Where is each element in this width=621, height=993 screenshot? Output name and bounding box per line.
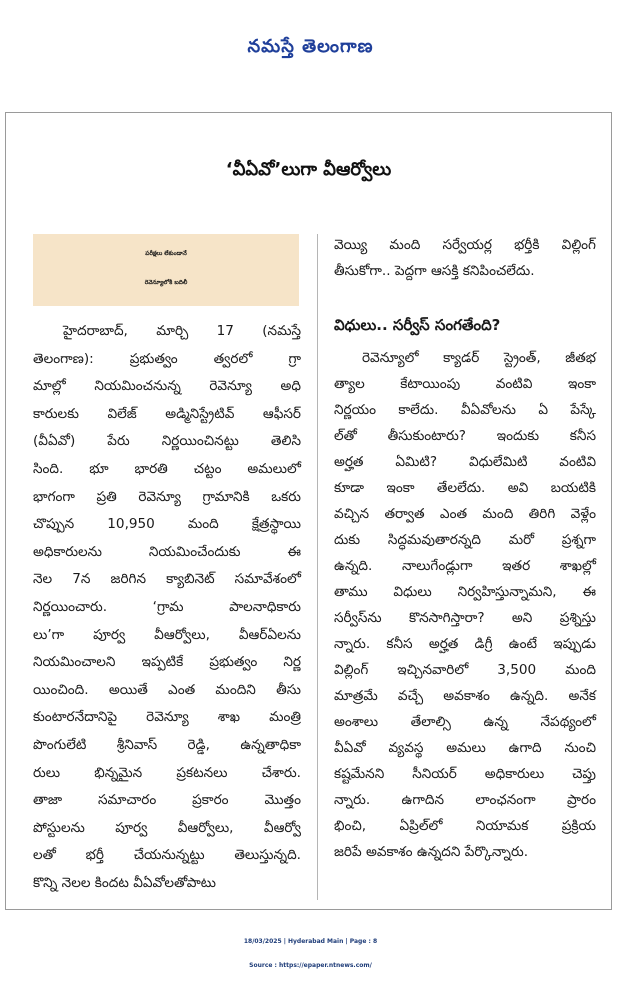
article-text-line: పొంగులేటి శ్రీనివాస్ రెడ్డి, ఉన్నతాధికా — [33, 736, 301, 753]
article-text-line: నెల 7న జరిగిన క్యాబినెట్ సమావేశంలో — [33, 571, 301, 588]
article-text-line: సర్వీస్‌ను కొనసాగిస్తారా? అని ప్రశ్నిస్తు — [334, 610, 596, 626]
article-text-line: న్నారు. కనీస అర్హత డిగ్రీ ఉంటే ఇప్పుడు — [334, 636, 596, 652]
article-column-left — [33, 318, 301, 897]
article-text-line: (వీఏవో) పేరు నిర్ణయించినట్టు తెలిసి — [33, 433, 301, 450]
article-text-line: భించి, ఏప్రిల్‌లో నియామక ప్రక్రియ — [334, 818, 596, 834]
article-text-line: అంశాలు తేలాల్సి ఉన్న నేపథ్యంలో — [334, 714, 596, 730]
kicker-box — [33, 234, 299, 306]
article-text-line: నిర్ణయించారు. ‘గ్రామ పాలనాధికారు — [33, 598, 301, 615]
section-subheading: విధులు.. సర్వీస్ సంగతేంది? — [334, 316, 501, 334]
article-text-line: లు’గా పూర్వ వీఆర్వోలు, వీఆర్ఏలను — [33, 626, 301, 643]
article-text-line: వచ్చిన తర్వాత ఎంత మంది తిరిగి వెళ్లేం — [334, 506, 596, 522]
article-text-line: అర్హత ఏమిటి? విధులేమిటి వంటివి — [334, 454, 596, 470]
article-text-line: కుంటారనేదానిపై రెవెన్యూ శాఖ మంత్రి — [33, 709, 301, 726]
article-text-line: త్యాల కేటాయింపు వంటివి ఇంకా — [334, 376, 596, 392]
article-text-line: భాగంగా ప్రతి రెవెన్యూ గ్రామానికి ఒకరు — [33, 488, 301, 505]
column-divider — [317, 234, 318, 900]
article-text-line: హైదరాబాద్, మార్చి 17 (నమస్తే — [63, 323, 301, 339]
article-text-line: మాల్లో నియమించనున్న రెవెన్యూ అధి — [33, 378, 301, 395]
article-text-line: ఉన్నది. నాలుగేండ్లుగా ఇతర శాఖల్లో — [334, 558, 596, 574]
article-text-line: అధికారులను నియమించేందుకు ఈ — [33, 543, 301, 560]
article-text-line: నిర్ణయం కాలేదు. వీఏవోలను ఏ పేస్కే — [334, 402, 596, 418]
article-text-line: కారులకు విలేజ్ అడ్మినిస్ట్రేటివ్ ఆఫీసర్ — [33, 405, 301, 422]
article-text-line: తీసుకోగా.. పెద్దగా ఆసక్తి కనిపించలేదు. — [334, 262, 535, 279]
article-text-line: కొన్ని నెలల కిందట వీఏవోలతోపాటు — [33, 874, 216, 891]
article-text-line: విల్లింగ్ ఇచ్చినవారిలో 3,500 మంది — [334, 662, 596, 678]
article-text-line: మాత్రమే వచ్చే అవకాశం ఉన్నది. అనేక — [334, 688, 596, 704]
article-text-line: నియమించాలని ఇప్పటికే ప్రభుత్వం నిర్ణ — [33, 654, 301, 671]
masthead-logo: నమస్తే తెలంగాణ — [247, 36, 374, 57]
article-text-line: తాము విధులు నిర్వహిస్తున్నామని, ఈ — [334, 584, 596, 600]
article-text-line: వీఏవో వ్యవస్థ అమలు ఉగాది నుంచి — [334, 740, 596, 756]
article-text-line: దుకు సిద్ధమవుతారన్నది మరో ప్రశ్నగా — [334, 532, 596, 548]
article-text-line: సింది. భూ భారతి చట్టం అమలులో — [33, 460, 301, 477]
article-column-right-bottom — [334, 345, 596, 865]
article-text-line: తాజా సమాచారం ప్రకారం మొత్తం — [33, 792, 301, 809]
article-headline: ‘వీఏవో’లుగా వీఆర్వోలు — [225, 159, 392, 180]
article-text-line: చొప్పున 10,950 మంది క్షేత్రస్థాయి — [33, 516, 301, 533]
footer-date-edition: 18/03/2025 | Hyderabad Main | Page : 8 — [243, 938, 378, 945]
article-text-line: తెలంగాణ): ప్రభుత్వం త్వరలో గ్రా — [33, 350, 301, 367]
article-text-line: న్నారు. ఉగాదిన లాంఛనంగా ప్రారం — [334, 792, 596, 808]
kicker-line: రెవెన్యూలోకి బదిలీ — [144, 280, 188, 286]
article-text-line: జరిపే అవకాశం ఉన్నదని పేర్కొన్నారు. — [334, 844, 529, 860]
article-text-line: లతో భర్తీ చేయనున్నట్టు తెలుస్తున్నది. — [33, 847, 301, 864]
article-text-line: యించింది. అయితే ఎంత మందిని తీసు — [33, 681, 301, 698]
article-text-line: రులు భిన్నమైన ప్రకటనలు చేశారు. — [33, 764, 301, 781]
article-text-line: కష్టమేనని సీనియర్ అధికారులు చెప్తు — [334, 766, 596, 782]
kicker-line: పరీక్షలు లేకుండానే — [145, 251, 187, 257]
article-text-line: వెయ్యి మంది సర్వేయర్ల భర్తీకి విల్లింగ్ — [334, 237, 596, 253]
article-text-line: ల్‌తో తీసుకుంటారు? ఇందుకు కనీస — [334, 428, 596, 444]
footer-source: Source : https://epaper.ntnews.com/ — [249, 962, 372, 969]
article-text-line: కూడా ఇంకా తేలలేదు. అవి బయటికి — [334, 480, 596, 496]
article-column-right-top — [334, 233, 596, 284]
article-text-line: రెవెన్యూలో క్యాడర్ స్ట్రెంత్, జీతభ — [362, 350, 596, 366]
page-footer — [0, 930, 621, 978]
article-text-line: పోస్టులను పూర్వ వీఆర్వోలు, వీఆర్వో — [33, 819, 301, 836]
